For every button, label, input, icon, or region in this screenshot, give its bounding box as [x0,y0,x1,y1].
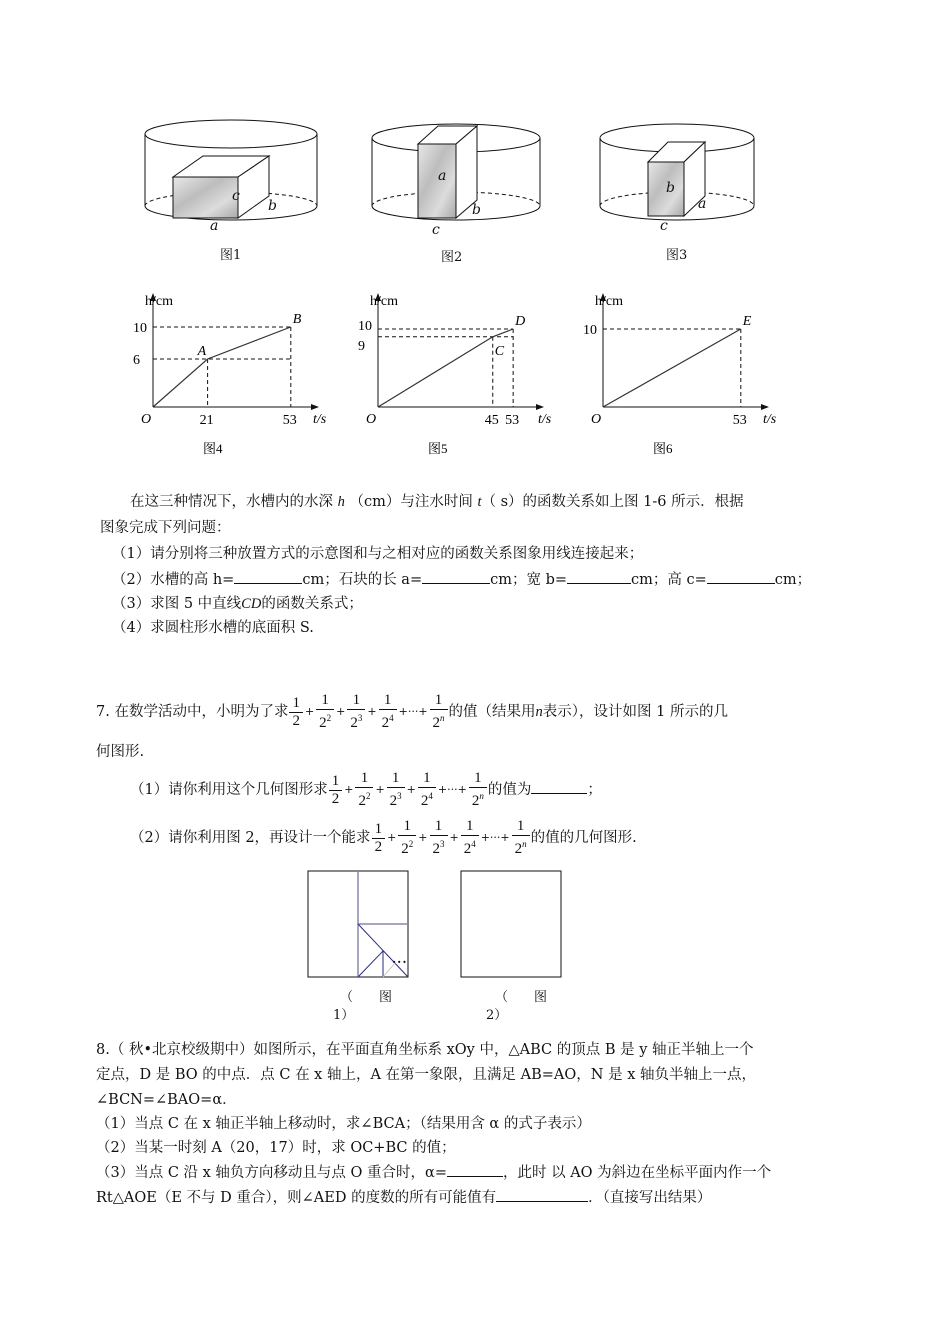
denominator [461,835,479,858]
q7-fig1-caption-b: 1） [333,1008,355,1023]
series-expression [328,770,488,809]
denominator-base: 2 [432,715,441,731]
numerator: 1 [434,818,443,834]
fraction [469,770,487,810]
y-axis-label: h/cm [595,294,623,309]
denominator [430,709,448,732]
fraction [347,692,365,732]
exponent: 3 [357,713,363,723]
fig2-label-a: a [438,168,447,184]
y-tick-label: 10 [133,321,147,336]
denominator [512,835,530,858]
q6-p2-text-b: cm；石块的长 a= [302,572,423,588]
exponent: 2 [408,839,414,849]
denominator [430,835,448,858]
denominator-base: 2 [350,715,358,731]
q7-figures [300,865,570,985]
series-expression [371,818,531,857]
point-label-C: C [494,343,505,359]
q7-part-2 [130,818,637,858]
numerator: 1 [434,692,443,708]
q6-part-3 [112,594,363,614]
numerator: 1 [465,818,474,834]
exponent: 3 [440,839,445,849]
denominator-base: 2 [389,793,398,809]
x-tick-label: 45 [484,413,499,428]
q7-text-c: 表示），设计如图 1 所示的几 [542,704,728,720]
q6-p2-text-c: cm；宽 b= [490,572,568,588]
q7-p1-text-c: ； [587,782,602,798]
q6-intro-text-2: （cm）与注水时间 [349,494,473,510]
plus-sign: +···+ [480,831,510,844]
plus-sign: +···+ [398,705,428,718]
line-cd: CD [241,596,262,612]
denominator [289,712,303,730]
fraction [430,692,448,732]
plus-sign: + [304,705,315,718]
numerator: 1 [474,770,482,786]
q6-p2-text-d: cm；高 c= [631,572,707,588]
q7-p1-text-a: （1）请你利用这个几何图形求 [130,782,328,798]
q7-fig2-caption-a: （ 图 [495,990,548,1005]
q8-part-2: （2）当某一时刻 A（20，17）时，求 OC+BC 的值； [96,1140,456,1156]
y-tick-label: 10 [358,319,372,334]
numerator: 1 [516,818,525,834]
fraction [430,818,448,858]
q7-text-b: 的值（结果用 [448,704,536,720]
denominator-base: 2 [374,838,383,855]
graph-caption: 图6 [653,441,673,456]
fraction [398,818,416,858]
denominator-base: 2 [401,841,409,857]
fraction [379,692,397,732]
plus-sign: + [375,783,385,796]
origin-label: O [366,412,377,427]
q6-p3-text-b: 的函数关系式； [261,596,363,612]
fig3-label-b: b [666,180,675,196]
fraction [289,695,303,730]
exponent: 2 [326,713,332,723]
origin-label: O [141,412,152,427]
q8-line-1: 8.（ 秋•北京校级期中）如图所示，在平面直角坐标系 xOy 中，△ABC 的顶点 B 是 y 轴正半轴上一个 [96,1042,754,1058]
fraction [512,818,530,858]
exponent: n [479,791,484,801]
fig3-label-c: c [660,218,668,234]
numerator: 1 [360,770,369,786]
q8-line-3: ∠BCN=∠BAO=α． [96,1092,237,1108]
origin-label: O [591,412,602,427]
q8-line-2: 定点，D 是 BO 的中点．点 C 在 x 轴上，A 在第一象限，且满足 AB=AO，N 是 x 轴负半轴上一点， [96,1067,756,1083]
denominator [347,709,365,732]
y-tick-label: 9 [358,338,365,354]
x-axis-arrow [536,404,544,410]
numerator: 1 [391,770,400,786]
numerator: 1 [352,692,361,708]
exponent: 4 [471,839,476,849]
numerator: 1 [423,770,431,786]
q6-intro-text-1: 在这三种情况下，水槽内的水深 [130,494,333,510]
point-label-A: A [197,344,207,359]
series-expression [288,692,448,731]
denominator-base: 2 [463,841,472,857]
q7-fig1-caption-a: （ 图 [340,990,393,1005]
numerator: 1 [403,818,412,834]
x-tick-label: 21 [199,413,214,428]
answer-blank-h[interactable] [234,569,302,584]
denominator-base: 2 [331,790,340,807]
plus-sign: + [387,831,397,844]
denominator [355,787,373,810]
q6-p3-text-a: （3）求图 5 中直线 [112,596,242,612]
q6-intro [130,492,744,512]
x-tick-label: 53 [505,413,520,428]
q7-p2-text-a: （2）请你利用图 2，再设计一个能求 [130,830,371,846]
q7-line-1 [96,692,728,732]
q7-p2-text-b: 的值的几何图形. [530,830,637,846]
answer-blank-alpha[interactable] [447,1162,503,1177]
x-axis-arrow [311,404,319,410]
point-label-D: D [515,314,526,329]
denominator-base: 2 [471,793,480,809]
q7-text-a: 7. 在数学活动中，小明为了求 [96,704,289,720]
exponent: n [522,839,527,849]
denominator [469,787,487,810]
q8-part-4 [96,1187,711,1208]
denominator [418,787,436,810]
fig2-label-c: c [432,222,440,238]
answer-blank-b[interactable] [567,569,631,584]
denominator-base: 2 [514,841,523,857]
plus-sign: + [367,705,377,718]
numerator: 1 [383,692,392,708]
denominator [316,709,334,732]
fraction [372,821,386,856]
fraction [329,773,343,808]
numerator: 1 [331,772,340,789]
fig2-caption: 图2 [441,250,463,265]
var-h: h [337,494,345,510]
q7-part-1 [130,770,602,810]
numerator: 1 [374,820,383,837]
continuation-dots: ··· [392,955,408,969]
fig3-caption: 图3 [666,248,688,263]
exponent: 3 [397,791,402,801]
q7-p1-text-b: 的值为 [487,782,532,798]
denominator [387,787,405,810]
q6-p2-text-a: （2）水槽的高 h= [112,572,235,588]
denominator [398,835,416,858]
var-n: n [535,704,543,720]
q8-p3-text-b: ，此时 以 AO 为斜边在坐标平面内作一个 [502,1165,772,1181]
denominator-base: 2 [432,841,440,857]
y-axis-label: h/cm [145,294,173,309]
x-axis-arrow [761,404,769,410]
fraction [355,770,373,810]
denominator-base: 2 [292,712,300,729]
plus-sign: + [406,783,416,796]
q6-p2-text-e: cm； [774,572,812,588]
q8-p4-text-b: ．（直接写出结果） [588,1190,712,1206]
q7-line-2: 何图形. [96,744,145,760]
q8-p4-text-a: Rt△AOE（E 不与 D 重合），则∠AED 的度数的所有可能值有 [96,1190,497,1206]
plus-sign: + [344,783,354,796]
q6-intro-cont: 图象完成下列问题： [100,520,231,536]
exponent: 4 [428,791,433,801]
point-label-E: E [742,314,752,329]
y-tick-label: 10 [583,323,597,338]
denominator [379,709,397,732]
fraction [316,692,334,732]
x-axis-label: t/s [313,412,327,427]
fraction [461,818,479,858]
q6-part-2 [112,569,811,590]
plus-sign: + [336,705,346,718]
exponent: 2 [365,791,371,801]
denominator-base: 2 [358,793,366,809]
x-axis-label: t/s [763,412,777,427]
fig1-caption: 图1 [220,248,242,263]
q7-fig2-caption-b: 2） [486,1008,508,1023]
function-line [603,329,741,407]
x-tick-label: 53 [732,413,747,428]
y-tick-label: 6 [133,353,140,368]
answer-blank-angle[interactable] [496,1187,588,1202]
q6-part-1: （1）请分别将三种放置方式的示意图和与之相对应的函数关系图象用线连接起来； [112,546,644,562]
exponent: n [440,713,445,723]
q7-figure-2 [461,871,561,977]
denominator-base: 2 [420,793,429,809]
var-t: t [477,494,482,510]
function-graphs [0,0,950,470]
graph-caption: 图4 [203,441,223,456]
denominator-base: 2 [381,715,390,731]
q8-part-3 [96,1162,771,1183]
y-axis-label: h/cm [370,294,398,309]
denominator [329,790,343,808]
fig1-label-b: b [268,198,277,214]
numerator: 1 [321,692,329,708]
exponent: 4 [389,713,394,723]
fig1-label-a: a [210,218,219,234]
fig1-label-c: c [232,188,240,204]
q8-p3-text-a: （3）当点 C 沿 x 轴负方向移动且与点 O 重合时，α= [96,1165,447,1181]
fraction [418,770,436,810]
x-axis-label: t/s [538,412,552,427]
point-label-B: B [292,312,302,327]
q6-intro-text-3: （ s）的函数关系如上图 1-6 所示．根据 [481,494,744,510]
fig2-label-b: b [472,202,481,218]
x-tick-label: 53 [282,413,297,428]
function-line [153,327,291,407]
fraction [387,770,405,810]
answer-blank-sum[interactable] [531,779,587,794]
denominator [372,838,386,856]
plus-sign: + [418,831,428,844]
plus-sign: +···+ [437,783,467,796]
answer-blank-c[interactable] [707,569,775,584]
q8-part-1: （1）当点 C 在 x 轴正半轴上移动时，求∠BCA；（结果用含 α 的式子表示） [96,1116,591,1132]
denominator-base: 2 [319,715,327,731]
fig3-label-a: a [698,196,707,212]
q6-part-4: （4）求圆柱形水槽的底面积 S. [112,620,314,636]
answer-blank-a[interactable] [422,569,490,584]
graph-caption: 图5 [428,441,448,456]
numerator: 1 [292,694,300,711]
plus-sign: + [449,831,459,844]
